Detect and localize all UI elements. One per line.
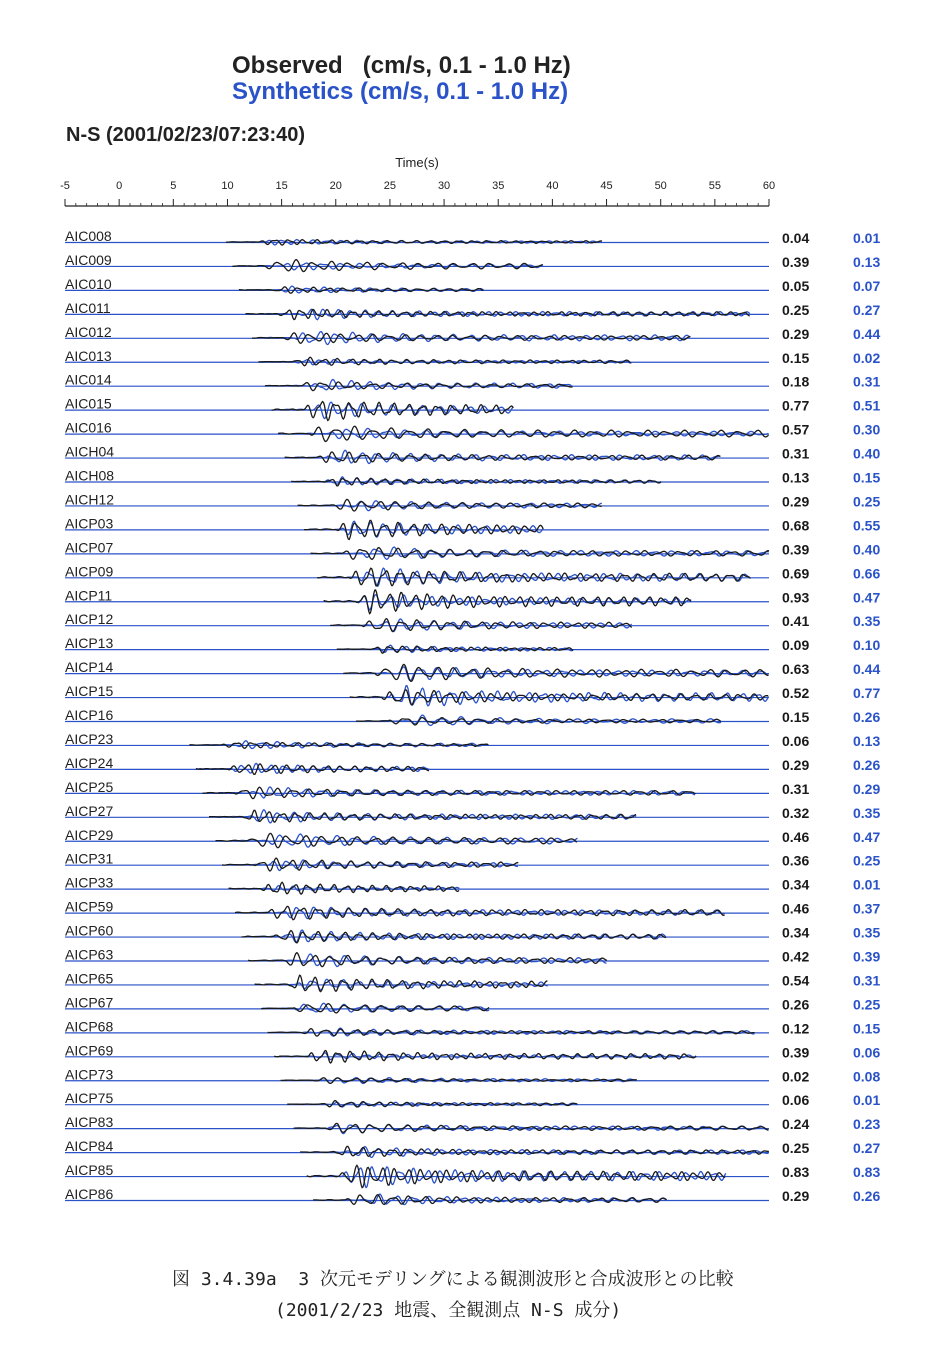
synthetic-max-value: 0.26 (853, 1188, 881, 1204)
observed-max-value: 0.31 (782, 445, 810, 462)
station-row (65, 228, 880, 246)
synthetic-max-value: 0.15 (853, 1020, 881, 1037)
station-row (65, 468, 880, 486)
station-row (65, 659, 880, 681)
synthetic-max-value: 0.83 (853, 1164, 881, 1181)
observed-max-value: 0.36 (782, 852, 810, 869)
observed-max-value: 0.63 (782, 661, 810, 678)
x-tick-label: -5 (60, 180, 70, 192)
observed-trace (343, 664, 768, 681)
x-axis-label: Time(s) (395, 155, 439, 170)
observed-max-value: 0.29 (782, 325, 810, 342)
station-row (65, 491, 880, 511)
x-tick-label: 15 (275, 180, 288, 192)
station-row (65, 396, 880, 421)
synthetic-max-value: 0.37 (853, 900, 881, 917)
observed-trace (298, 499, 602, 511)
observed-max-value: 0.13 (782, 469, 810, 486)
station-name: AICP86 (65, 1186, 114, 1202)
station-name: AICP84 (65, 1138, 114, 1155)
synthetic-max-value: 0.06 (853, 1044, 881, 1061)
station-name: AIC008 (65, 228, 112, 244)
station-name: AIC009 (65, 251, 112, 268)
synthetic-max-value: 0.66 (853, 565, 881, 582)
station-name: AICP85 (65, 1162, 114, 1179)
station-row (65, 970, 880, 991)
observed-max-value: 0.57 (782, 421, 810, 438)
station-name: AICP73 (65, 1066, 114, 1083)
station-row (65, 1114, 880, 1133)
synthetic-max-value: 0.30 (853, 421, 881, 438)
station-name: AICP27 (65, 802, 114, 819)
observed-max-value: 0.31 (782, 780, 810, 797)
observed-max-value: 0.15 (782, 349, 810, 366)
observed-max-value: 0.68 (782, 517, 810, 534)
synthetic-max-value: 0.08 (853, 1068, 881, 1085)
station-row (65, 444, 880, 464)
station-name: AIC015 (65, 395, 112, 412)
station-row (65, 635, 880, 653)
observed-max-value: 0.39 (782, 541, 810, 558)
station-name: AIC014 (65, 371, 112, 388)
observed-trace (259, 357, 632, 366)
observed-trace (209, 810, 636, 822)
observed-max-value: 0.05 (782, 277, 810, 294)
observed-max-value: 0.29 (782, 1188, 810, 1204)
station-row (65, 420, 880, 442)
synthetic-max-value: 0.13 (853, 732, 881, 749)
synthetic-max-value: 0.25 (853, 493, 881, 510)
synthetic-max-value: 0.31 (853, 373, 881, 390)
station-row (65, 324, 880, 345)
station-row (65, 348, 880, 366)
synthetics-title: Synthetics (cm/s, 0.1 - 1.0 Hz) (232, 78, 569, 105)
station-name: AICP25 (65, 778, 114, 795)
station-name: AICP13 (65, 635, 114, 652)
observed-max-value: 0.77 (782, 397, 810, 414)
station-name: AIC010 (65, 275, 112, 292)
station-row (65, 1186, 880, 1205)
observed-max-value: 0.41 (782, 613, 810, 630)
synthetic-trace (218, 787, 695, 798)
station-row (65, 1162, 880, 1188)
observed-max-value: 0.34 (782, 924, 810, 941)
station-row (65, 994, 880, 1013)
station-name: AICP12 (65, 611, 114, 628)
observed-max-value: 0.18 (782, 373, 810, 390)
synthetic-max-value: 0.35 (853, 804, 881, 821)
station-name: AICP09 (65, 563, 114, 580)
synthetic-max-value: 0.13 (853, 253, 881, 270)
station-name: AICP83 (65, 1114, 114, 1131)
station-row (65, 755, 880, 774)
station-row (65, 731, 880, 749)
synthetic-max-value: 0.44 (853, 661, 881, 678)
x-tick-label: 10 (221, 180, 234, 192)
synthetic-max-value: 0.01 (853, 876, 881, 893)
observed-max-value: 0.29 (782, 493, 810, 510)
synthetic-max-value: 0.39 (853, 948, 881, 965)
synthetic-max-value: 0.55 (853, 517, 881, 534)
synthetic-max-value: 0.51 (853, 397, 881, 414)
station-name: AIC016 (65, 419, 112, 436)
station-name: AICP75 (65, 1090, 114, 1107)
station-row (65, 947, 880, 967)
station-row (65, 683, 880, 706)
synthetic-max-value: 0.10 (853, 637, 881, 654)
station-row (65, 923, 880, 943)
station-name: AICP63 (65, 946, 114, 963)
station-row (65, 372, 880, 391)
station-name: AICP59 (65, 898, 114, 915)
station-row (65, 827, 880, 848)
station-row (65, 587, 880, 613)
station-name: AICP31 (65, 850, 114, 867)
synthetic-max-value: 0.01 (853, 1092, 881, 1109)
observed-max-value: 0.09 (782, 637, 810, 654)
station-row (65, 1042, 880, 1063)
observed-trace (216, 833, 577, 847)
figure-caption: 図 3.4.39a 3 次元モデリングによる観測波形と合成波形との比較 (172, 1269, 734, 1290)
x-tick-label: 45 (600, 180, 613, 192)
synthetic-max-value: 0.26 (853, 709, 881, 725)
station-name: AICP69 (65, 1042, 114, 1059)
synthetic-max-value: 0.26 (853, 756, 881, 773)
waveform-traces (65, 228, 880, 1205)
synthetic-max-value: 0.35 (853, 613, 881, 630)
station-name: AIC011 (65, 299, 111, 316)
station-name: AICP23 (65, 730, 114, 747)
station-name: AICP14 (65, 659, 114, 676)
observed-max-value: 0.93 (782, 589, 810, 606)
station-name: AICP60 (65, 922, 114, 939)
station-row (65, 851, 880, 871)
synthetic-max-value: 0.40 (853, 541, 881, 558)
synthetic-max-value: 0.07 (853, 277, 881, 294)
station-row (65, 611, 880, 631)
observed-max-value: 0.02 (782, 1068, 810, 1085)
synthetic-max-value: 0.44 (853, 325, 881, 342)
observed-max-value: 0.25 (782, 301, 810, 318)
observed-max-value: 0.25 (782, 1140, 810, 1157)
x-tick-label: 60 (762, 180, 776, 192)
station-row (65, 563, 880, 586)
observed-max-value: 0.39 (782, 253, 810, 270)
observed-max-value: 0.42 (782, 948, 810, 965)
station-row (65, 1138, 880, 1157)
synthetic-max-value: 0.27 (853, 301, 881, 318)
synthetic-max-value: 0.29 (853, 780, 881, 797)
synthetic-max-value: 0.27 (853, 1140, 881, 1157)
observed-max-value: 0.54 (782, 972, 810, 989)
station-name: AICP68 (65, 1018, 114, 1035)
station-name: AICH08 (65, 467, 115, 484)
x-tick-label: 55 (708, 180, 721, 192)
x-tick-label: 20 (329, 180, 342, 192)
observed-max-value: 0.46 (782, 828, 810, 845)
station-name: AICP11 (65, 587, 113, 604)
synthetic-max-value: 0.01 (853, 230, 881, 246)
synthetic-trace (281, 1028, 754, 1036)
station-row (65, 539, 880, 559)
time-axis (60, 180, 775, 206)
station-name: AICP67 (65, 994, 114, 1011)
observed-trace (222, 858, 518, 871)
observed-max-value: 0.52 (782, 685, 810, 702)
synthetic-max-value: 0.31 (853, 972, 881, 989)
observed-title: Observed (cm/s, 0.1 - 1.0 Hz) (232, 52, 571, 79)
observed-max-value: 0.69 (782, 565, 810, 582)
synthetic-max-value: 0.47 (853, 589, 881, 606)
synthetic-trace (216, 810, 636, 823)
observed-max-value: 0.12 (782, 1020, 810, 1037)
station-name: AICP07 (65, 539, 114, 556)
figure-caption-sub: (2001/2/23 地震、全観測点 N-S 成分) (275, 1300, 622, 1321)
x-tick-label: 35 (492, 180, 505, 192)
station-name: AIC013 (65, 347, 112, 364)
station-row (65, 252, 880, 272)
synthetic-max-value: 0.47 (853, 828, 881, 845)
station-row (65, 899, 880, 920)
observed-max-value: 0.06 (782, 732, 810, 749)
station-name: AICP29 (65, 826, 114, 843)
synthetic-max-value: 0.35 (853, 924, 881, 941)
x-tick-label: 30 (437, 180, 451, 192)
station-name: AICP15 (65, 683, 114, 700)
component-subtitle: N-S (2001/02/23/07:23:40) (66, 124, 306, 146)
station-row (65, 707, 880, 725)
synthetic-max-value: 0.02 (853, 349, 881, 366)
observed-max-value: 0.15 (782, 709, 810, 725)
station-name: AICP33 (65, 874, 114, 891)
station-name: AICH04 (65, 443, 115, 460)
station-row (65, 276, 880, 294)
x-tick-label: 40 (546, 180, 559, 192)
observed-max-value: 0.04 (782, 230, 810, 246)
observed-max-value: 0.29 (782, 756, 810, 773)
station-name: AICP65 (65, 970, 114, 987)
x-tick-label: 0 (116, 180, 123, 192)
x-tick-label: 50 (654, 180, 667, 192)
station-row (65, 1066, 880, 1084)
observed-max-value: 0.24 (782, 1116, 810, 1133)
synthetic-max-value: 0.25 (853, 852, 881, 869)
station-row (65, 779, 880, 799)
observed-max-value: 0.32 (782, 804, 810, 821)
synthetic-max-value: 0.23 (853, 1116, 881, 1133)
observed-max-value: 0.39 (782, 1044, 810, 1061)
synthetic-max-value: 0.25 (853, 996, 881, 1013)
station-row (65, 300, 880, 320)
observed-max-value: 0.06 (782, 1092, 810, 1109)
station-row (65, 1018, 880, 1036)
station-row (65, 515, 880, 539)
observed-trace (300, 1146, 769, 1156)
synthetic-max-value: 0.40 (853, 445, 881, 462)
observed-max-value: 0.26 (782, 996, 810, 1013)
station-row (65, 803, 880, 823)
x-tick-label: 25 (383, 180, 397, 192)
synthetic-max-value: 0.15 (853, 469, 881, 486)
synthetic-max-value: 0.77 (853, 685, 881, 702)
station-row (65, 1090, 880, 1108)
observed-max-value: 0.34 (782, 876, 810, 893)
station-name: AICP24 (65, 754, 114, 771)
observed-max-value: 0.83 (782, 1164, 810, 1181)
station-name: AIC012 (65, 323, 112, 340)
station-name: AICP16 (65, 707, 114, 723)
station-name: AICP03 (65, 515, 114, 532)
x-tick-label: 5 (170, 180, 177, 192)
station-name: AICH12 (65, 491, 115, 508)
station-row (65, 875, 880, 894)
observed-max-value: 0.46 (782, 900, 810, 917)
